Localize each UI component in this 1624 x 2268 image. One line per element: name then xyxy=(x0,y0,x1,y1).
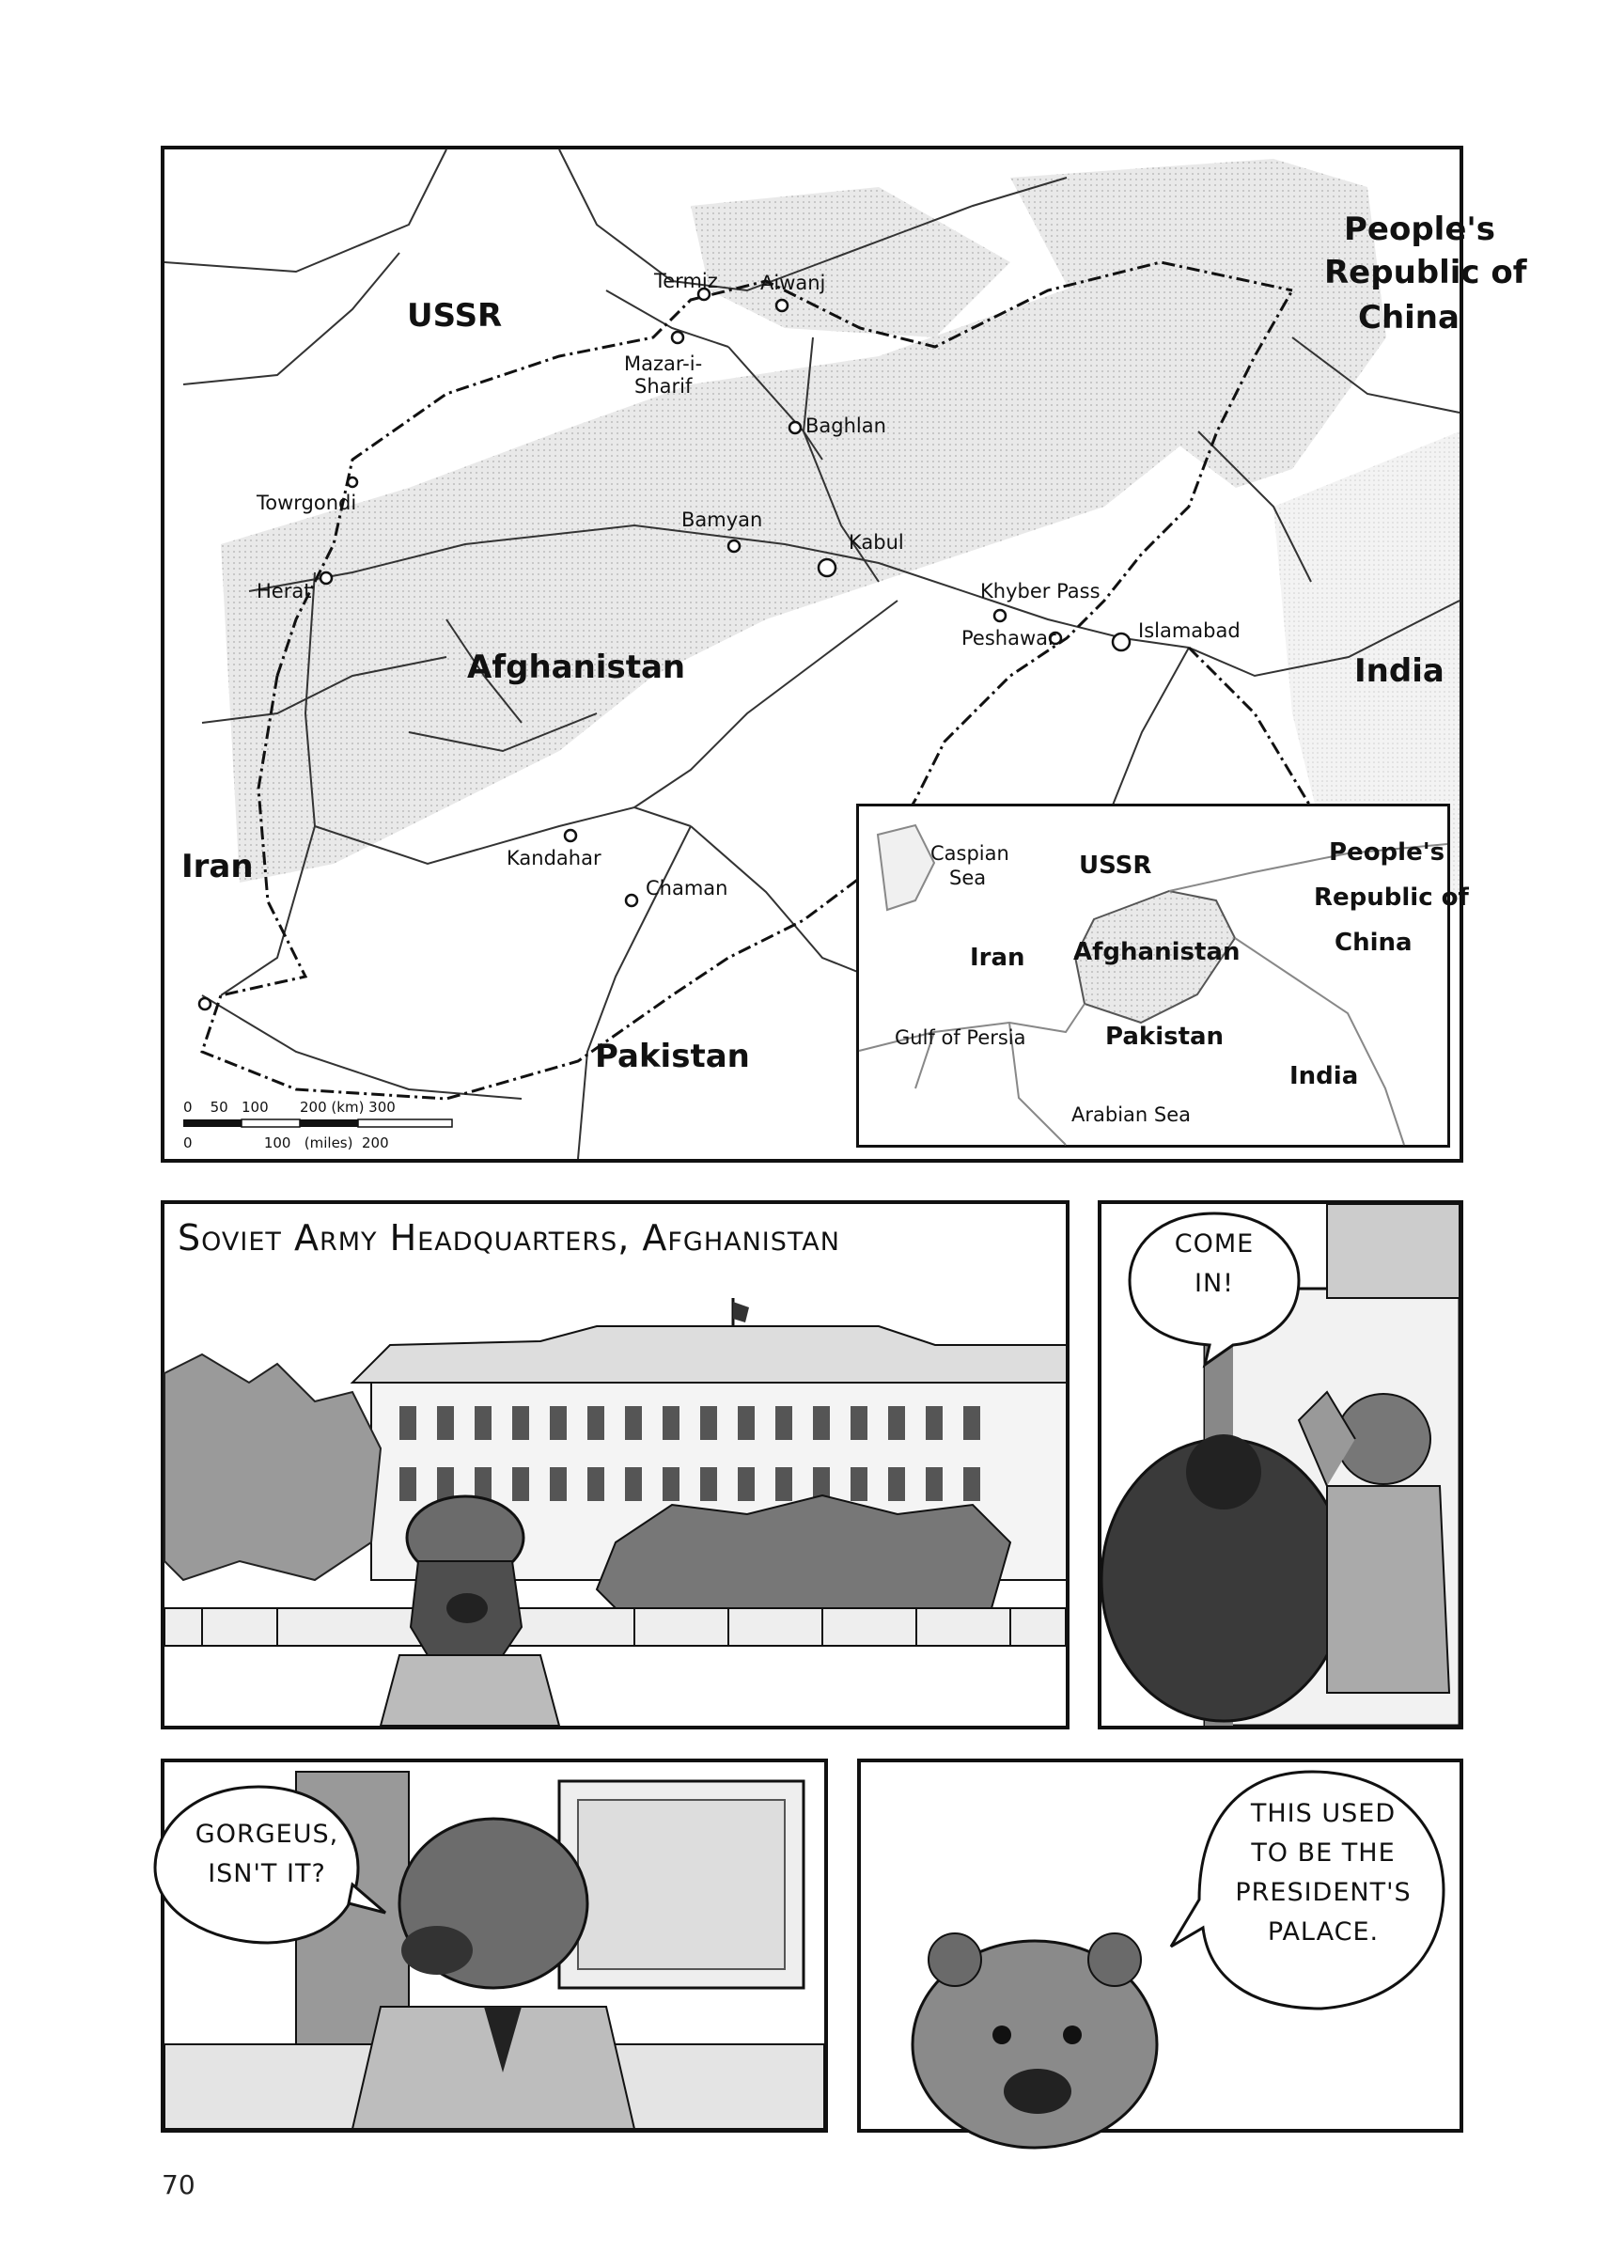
city-label-herat: Herat xyxy=(257,580,312,602)
inset-map xyxy=(856,804,1469,1148)
inset-label-arabian: Arabian Sea xyxy=(1071,1103,1192,1126)
inset-label-ussr: USSR xyxy=(1079,852,1152,880)
gorgeus-text xyxy=(178,1815,356,1894)
marker-bamyan xyxy=(728,540,740,552)
marker-kabul xyxy=(819,559,835,576)
inset-label-china-l3: China xyxy=(1335,929,1413,957)
marker-islamabad xyxy=(1113,633,1130,650)
map-label-ussr: USSR xyxy=(407,297,503,335)
hq-illustration xyxy=(164,1204,1066,1726)
map-label-pakistan: Pakistan xyxy=(595,1038,750,1075)
inset-label-afghanistan: Afghanistan xyxy=(1073,938,1241,966)
city-label-chaman: Chaman xyxy=(646,877,728,899)
come-in-line-1: COME xyxy=(1174,1229,1255,1259)
marker-baghlan xyxy=(789,422,801,433)
city-label-kandahar: Kandahar xyxy=(507,847,601,869)
city-label-khyber: Khyber Pass xyxy=(980,580,1101,602)
inset-label-iran: Iran xyxy=(970,944,1025,972)
palace-line-3: PRESIDENT'S xyxy=(1235,1878,1412,1907)
marker-kandahar xyxy=(565,830,576,841)
city-label-mazar-l1: Mazar-i- xyxy=(624,352,703,375)
city-label-aiwanj: Aiwanj xyxy=(760,272,826,294)
map-panel xyxy=(161,146,1527,1163)
gorgeus-line-2: ISN'T IT? xyxy=(208,1859,326,1888)
inset-label-china-l2: Republic of xyxy=(1314,884,1469,912)
inset-label-gulf: Gulf of Persia xyxy=(895,1026,1026,1049)
marker-herat xyxy=(320,572,332,584)
inset-label-india: India xyxy=(1289,1062,1359,1090)
city-label-mazar-l2: Sharif xyxy=(634,375,693,398)
city-label-islamabad: Islamabad xyxy=(1138,619,1241,642)
scale-km-label: 0 50 100 200 (km) 300 xyxy=(183,1099,396,1116)
marker-border-town xyxy=(199,998,211,1009)
map-label-india: India xyxy=(1354,652,1444,690)
scale-bar xyxy=(183,1118,465,1133)
city-label-termiz: Termiz xyxy=(654,270,718,292)
city-label-peshawar: Peshawar xyxy=(961,627,1056,649)
map-label-iran: Iran xyxy=(181,848,254,885)
officer-panel xyxy=(161,1759,828,2133)
inset-label-caspian-l1: Caspian xyxy=(930,842,1009,865)
map-label-afghanistan: Afghanistan xyxy=(467,649,686,686)
marker-chaman xyxy=(626,895,637,906)
city-label-bamyan: Bamyan xyxy=(681,508,763,531)
map-label-china-l1: People's xyxy=(1344,211,1496,248)
marker-khyber xyxy=(994,610,1006,621)
inset-label-china-l1: People's xyxy=(1329,838,1445,867)
scale-miles-label: 0 100 (miles) 200 xyxy=(183,1134,389,1151)
palace-text xyxy=(1210,1794,1436,1952)
door-panel xyxy=(1098,1200,1463,1729)
hq-caption: Soviet Army Headquarters, Afghanistan xyxy=(178,1217,840,1259)
city-label-kabul: Kabul xyxy=(849,531,904,554)
city-label-baghlan: Baghlan xyxy=(805,414,886,437)
come-in-text xyxy=(1139,1225,1289,1304)
city-label-towrgondi: Towrgondi xyxy=(257,492,357,514)
map-label-china-l2: Republic of xyxy=(1324,254,1527,291)
palace-line-2: TO BE THE xyxy=(1251,1838,1396,1868)
come-in-line-2: IN! xyxy=(1195,1269,1234,1298)
marker-mazar xyxy=(672,332,683,343)
inset-label-pakistan: Pakistan xyxy=(1105,1023,1225,1051)
palace-line-4: PALACE. xyxy=(1267,1917,1380,1947)
palace-line-1: THIS USED xyxy=(1250,1799,1397,1828)
page-number: 70 xyxy=(162,2169,195,2200)
gorgeus-line-1: GORGEUS, xyxy=(195,1820,339,1849)
palace-panel xyxy=(857,1759,1463,2133)
marker-towrgondi xyxy=(348,477,357,487)
marker-aiwanj xyxy=(776,300,788,311)
hq-panel xyxy=(161,1200,1070,1729)
inset-label-caspian-l2: Sea xyxy=(949,867,987,889)
map-label-china-l3: China xyxy=(1358,299,1460,336)
